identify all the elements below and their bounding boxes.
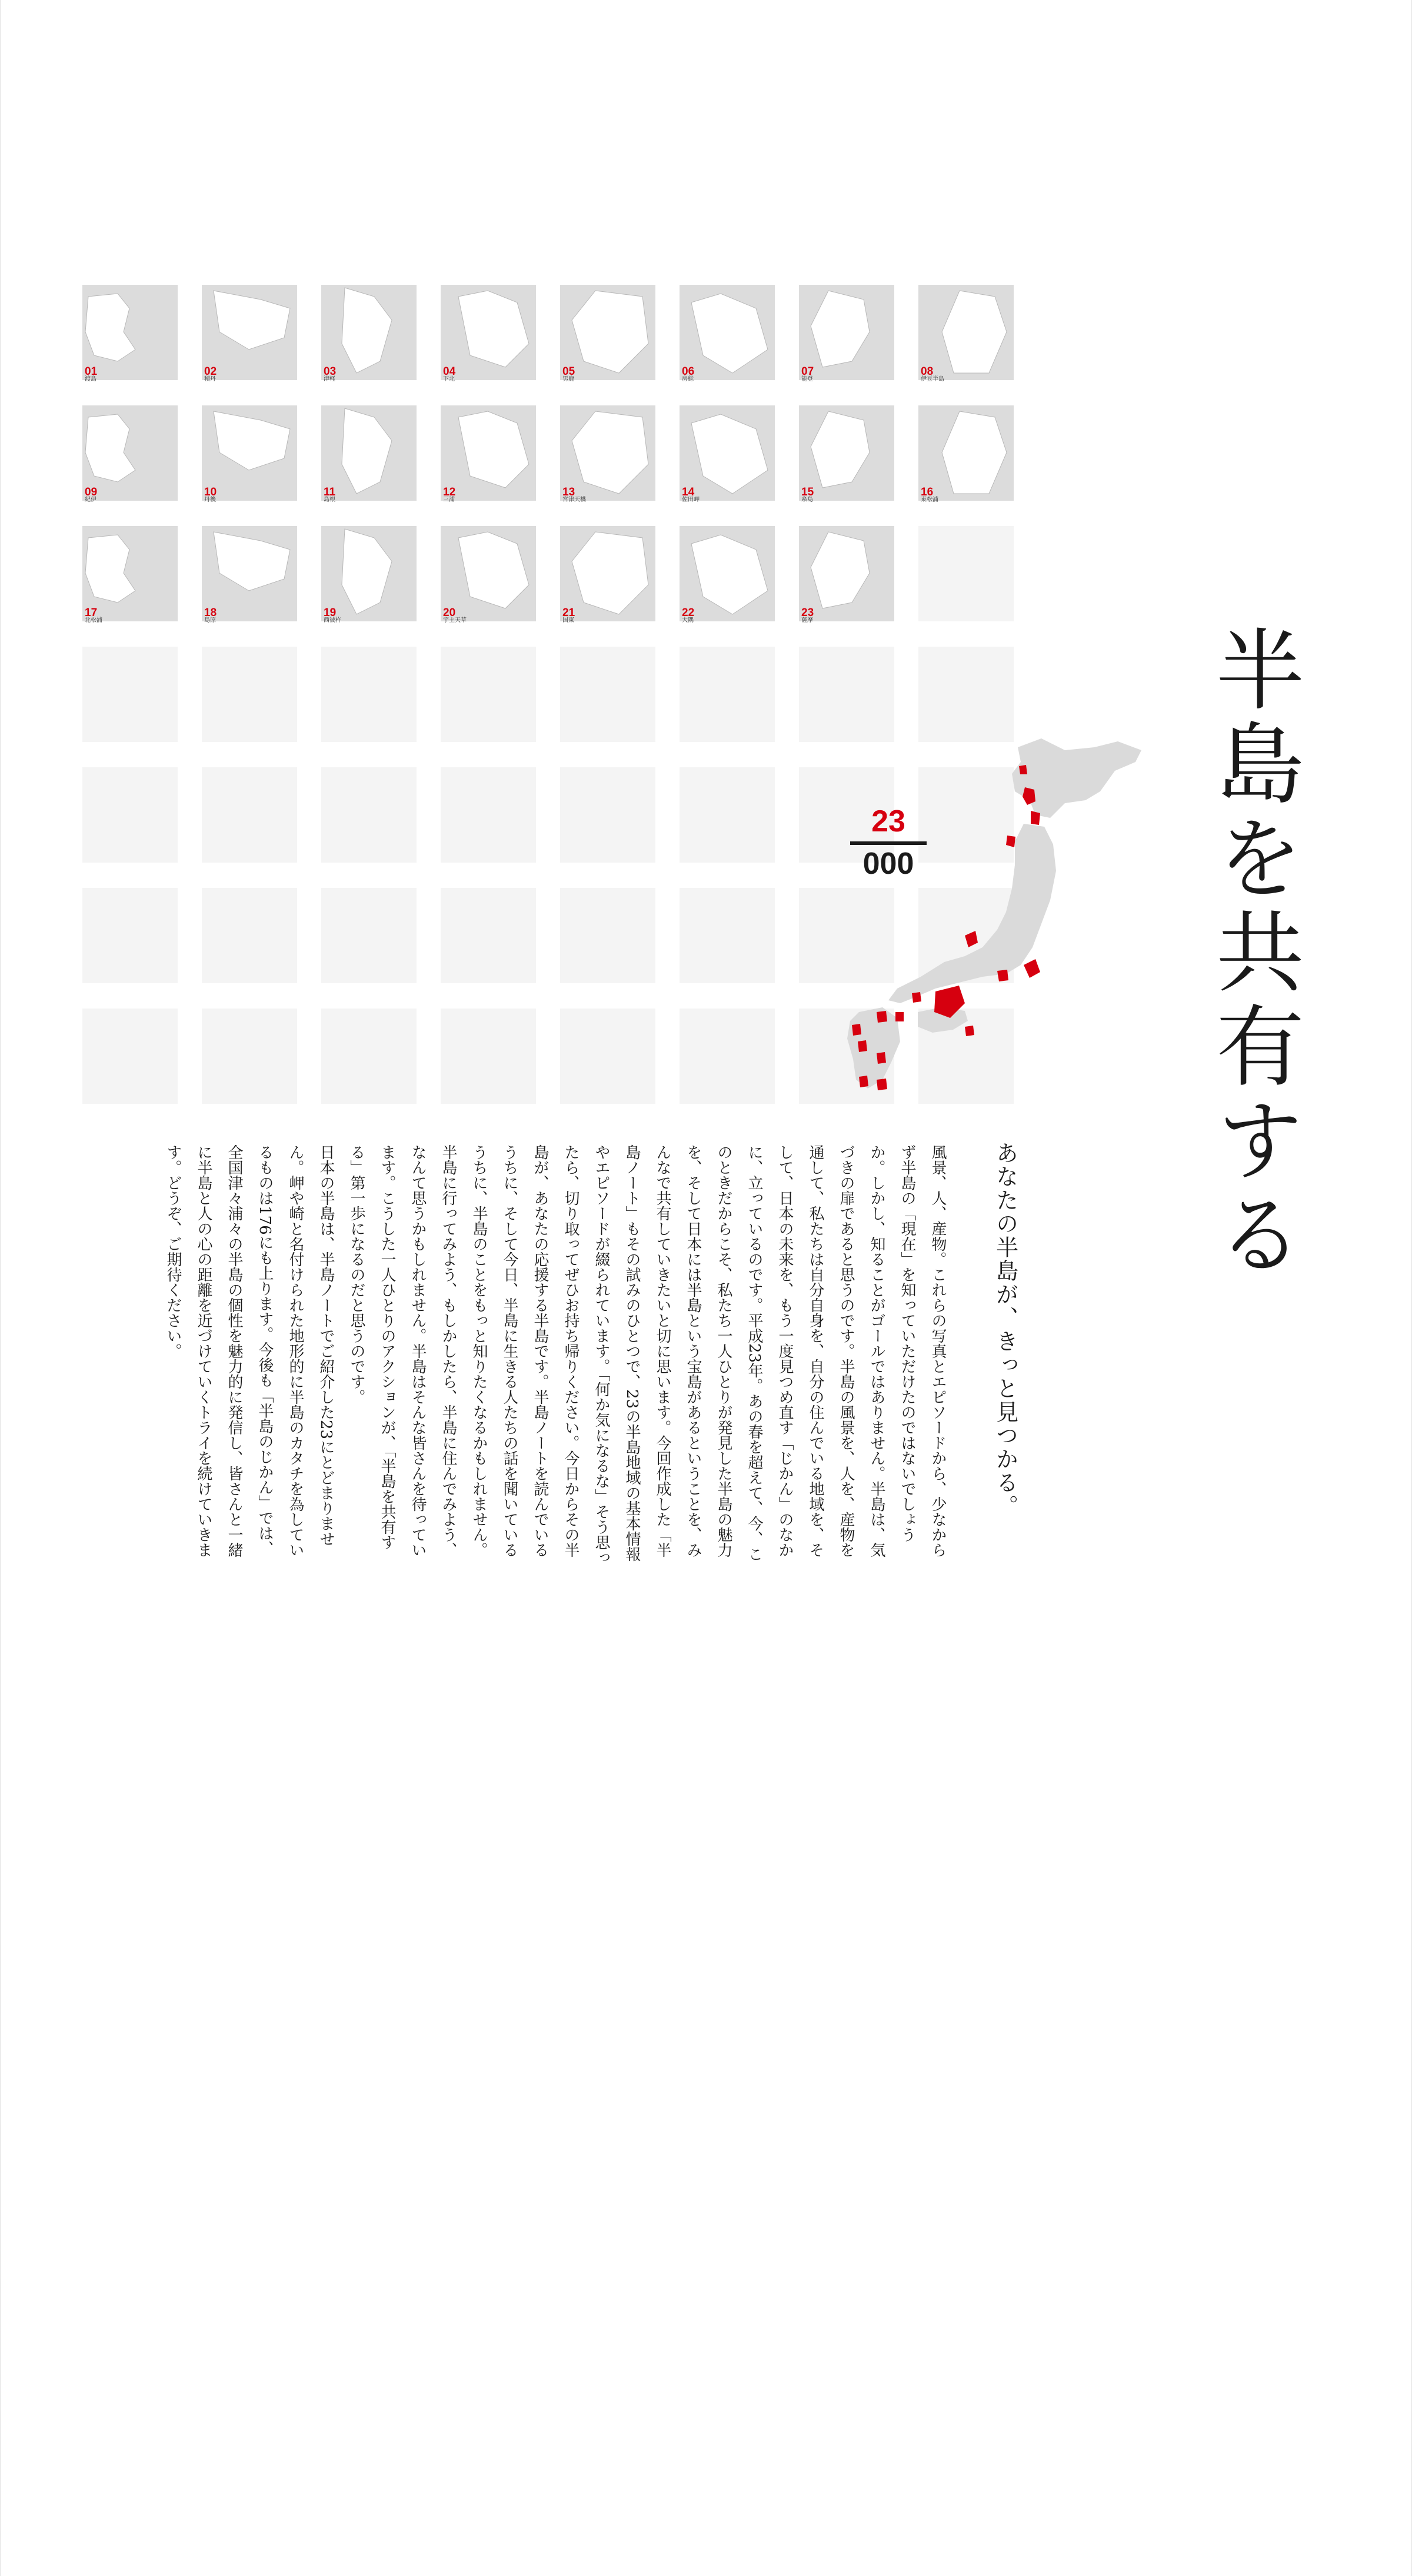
empty-tile [918, 526, 1014, 621]
peninsula-name: 積丹 [204, 376, 216, 382]
empty-tile [202, 647, 297, 742]
empty-tile [441, 647, 536, 742]
counter-divider [850, 841, 927, 845]
empty-tile [82, 647, 178, 742]
peninsula-number: 08 [921, 365, 934, 378]
peninsula-name: 能登 [801, 376, 813, 382]
empty-tile [560, 888, 655, 983]
empty-tile [560, 767, 655, 863]
peninsula-number: 01 [85, 365, 98, 378]
peninsula-number: 22 [682, 607, 695, 619]
empty-tile [560, 1009, 655, 1104]
peninsula-name: 渡島 [85, 376, 96, 382]
peninsula-tile [799, 526, 894, 624]
peninsula-tile [321, 285, 417, 380]
peninsula-tile [441, 405, 536, 501]
peninsula-name: 糸島 [801, 497, 813, 503]
peninsula-number: 16 [921, 486, 934, 498]
peninsula-number: 07 [801, 365, 814, 378]
peninsula-number: 03 [324, 365, 337, 378]
peninsula-number: 09 [85, 486, 98, 498]
peninsula-number: 18 [204, 607, 217, 619]
peninsula-tile [680, 285, 775, 380]
peninsula-name: 佐田岬 [682, 497, 700, 503]
peninsula-name: 薩摩 [801, 617, 813, 624]
peninsula-number: 10 [204, 486, 217, 498]
peninsula-number: 17 [85, 607, 98, 619]
peninsula-number: 02 [204, 365, 217, 378]
empty-tile [441, 1009, 536, 1104]
peninsula-number: 15 [801, 486, 814, 498]
peninsula-tile [560, 526, 655, 624]
empty-tile [321, 888, 417, 983]
peninsula-name: 島原 [204, 617, 216, 624]
empty-tile [441, 888, 536, 983]
peninsula-shape [321, 405, 417, 501]
peninsula-name: 津軽 [324, 376, 335, 382]
empty-tile [680, 1009, 775, 1104]
peninsula-tile [560, 285, 655, 380]
peninsula-tile [202, 285, 297, 380]
peninsula-name: 大隅 [682, 617, 694, 624]
empty-tile [560, 647, 655, 742]
empty-tile [321, 647, 417, 742]
peninsula-tile [918, 405, 1014, 501]
peninsula-tile [202, 526, 297, 624]
empty-tile [441, 767, 536, 863]
peninsula-name: 房総 [682, 376, 694, 382]
peninsula-tile [441, 285, 536, 380]
peninsula-tile [680, 405, 775, 501]
peninsula-name: 宮津天橋 [562, 497, 586, 503]
peninsula-name: 丹後 [204, 497, 216, 503]
counter-total: 000 [862, 847, 914, 881]
empty-tile [202, 767, 297, 863]
peninsula-number: 11 [324, 486, 336, 498]
peninsula-name: 男鹿 [562, 376, 574, 382]
empty-tile [799, 647, 894, 742]
peninsula-number: 13 [562, 486, 575, 498]
peninsula-number: 06 [682, 365, 695, 378]
frame-left [0, 0, 1, 2576]
peninsula-name: 東松浦 [921, 497, 938, 503]
empty-tile [82, 888, 178, 983]
peninsula-number: 14 [682, 486, 695, 498]
peninsula-name: 下北 [443, 376, 455, 382]
peninsula-name: 三浦 [443, 497, 455, 503]
page-title: 半島を共有する [1201, 624, 1303, 1283]
peninsula-tile [918, 285, 1014, 380]
peninsula-name: 宇土天草 [443, 617, 467, 624]
counter-current: 23 [871, 804, 905, 838]
peninsula-name: 国東 [562, 617, 574, 624]
peninsula-counter [850, 806, 927, 879]
peninsula-tile [82, 526, 178, 624]
peninsula-number: 04 [443, 365, 456, 378]
empty-tile [321, 767, 417, 863]
japan-map [788, 735, 1194, 1112]
peninsula-number: 21 [562, 607, 575, 619]
body-paragraph-2: 日本の半島は、半島ノートでご紹介した23にとどまりません。岬や崎と名付けられた地形的に半島のカタチを為しているものは176にも上ります。今後も「半島のじかん」では、全国津々浦々の半島の個性を魅力的に発信し、皆さんと一緒に半島と人の心の距離を近づけていくトライを続けていきます。どうぞ、ご期待ください。 [164, 1144, 335, 1557]
peninsula-tile [321, 526, 417, 624]
peninsula-tile [680, 526, 775, 624]
empty-tile [82, 1009, 178, 1104]
peninsula-number: 05 [562, 365, 575, 378]
empty-tile [680, 767, 775, 863]
empty-tile [680, 647, 775, 742]
peninsula-tile [202, 405, 297, 501]
peninsula-tile [560, 405, 655, 501]
empty-tile [680, 888, 775, 983]
peninsula-tile [799, 285, 894, 380]
peninsula-tile [82, 285, 178, 380]
peninsula-name: 伊豆半島 [921, 376, 944, 382]
empty-tile [321, 1009, 417, 1104]
peninsula-number: 20 [443, 607, 456, 619]
empty-tile [202, 888, 297, 983]
empty-tile [82, 767, 178, 863]
empty-tile [918, 647, 1014, 742]
peninsula-number: 12 [443, 486, 456, 498]
page-subtitle: あなたの半島が、きっと見つかる。 [992, 1141, 1018, 1518]
peninsula-tile [321, 405, 417, 501]
peninsula-tile [82, 405, 178, 501]
peninsula-name: 島根 [324, 497, 335, 503]
peninsula-name: 紀伊 [85, 497, 96, 503]
peninsula-name: 北松浦 [85, 617, 102, 624]
empty-tile [202, 1009, 297, 1104]
peninsula-number: 19 [324, 607, 337, 619]
body-paragraph-1: 風景、人、産物。これらの写真とエピソードから、少なからず半島の「現在」を知っていただけたのではないでしょうか。しかし、知ることがゴールではありません。半島は、気づきの扉であると思うのです。半島の風景を、人を、産物を通して、私たちは自分自身を、自分の住んでいる地域を、そして、日本の未来を、もう一度見つめ直す「じかん」のなかに、立っているのです。平成23年。あの春を超えて、今、このときだからこそ、私たち一人ひとりが発見した半島の魅力を、そして日本には半島という宝島があるということを、みんなで共有していきたいと切に思います。今回作成した「半島ノート」もその試みのひとつで、23の半島地域の基本情報やエピソードが綴られています。「何か気になるな」そう思ったら、切り取ってぜひお持ち帰りください。今日からその半島が、あなたの応援する半島です。半島ノートを読んでいるうちに、そして今日、半島に生きる人たちの話を聞いているうちに、半島のことをもっと知りたくなるかもしれません。半島に行ってみよう、もしかしたら、半島に住んでみよう、なんて思うかもしれません。半島はそんな皆さんを待っています。こうした一人ひとりのアクションが、「半島を共有する」第一歩になるのだと思うのです。 [348, 1144, 947, 1565]
peninsula-name: 西彼杵 [324, 617, 341, 624]
peninsula-number: 23 [801, 607, 814, 619]
body-copy [147, 1144, 953, 1568]
peninsula-tile [799, 405, 894, 501]
peninsula-tile [441, 526, 536, 624]
